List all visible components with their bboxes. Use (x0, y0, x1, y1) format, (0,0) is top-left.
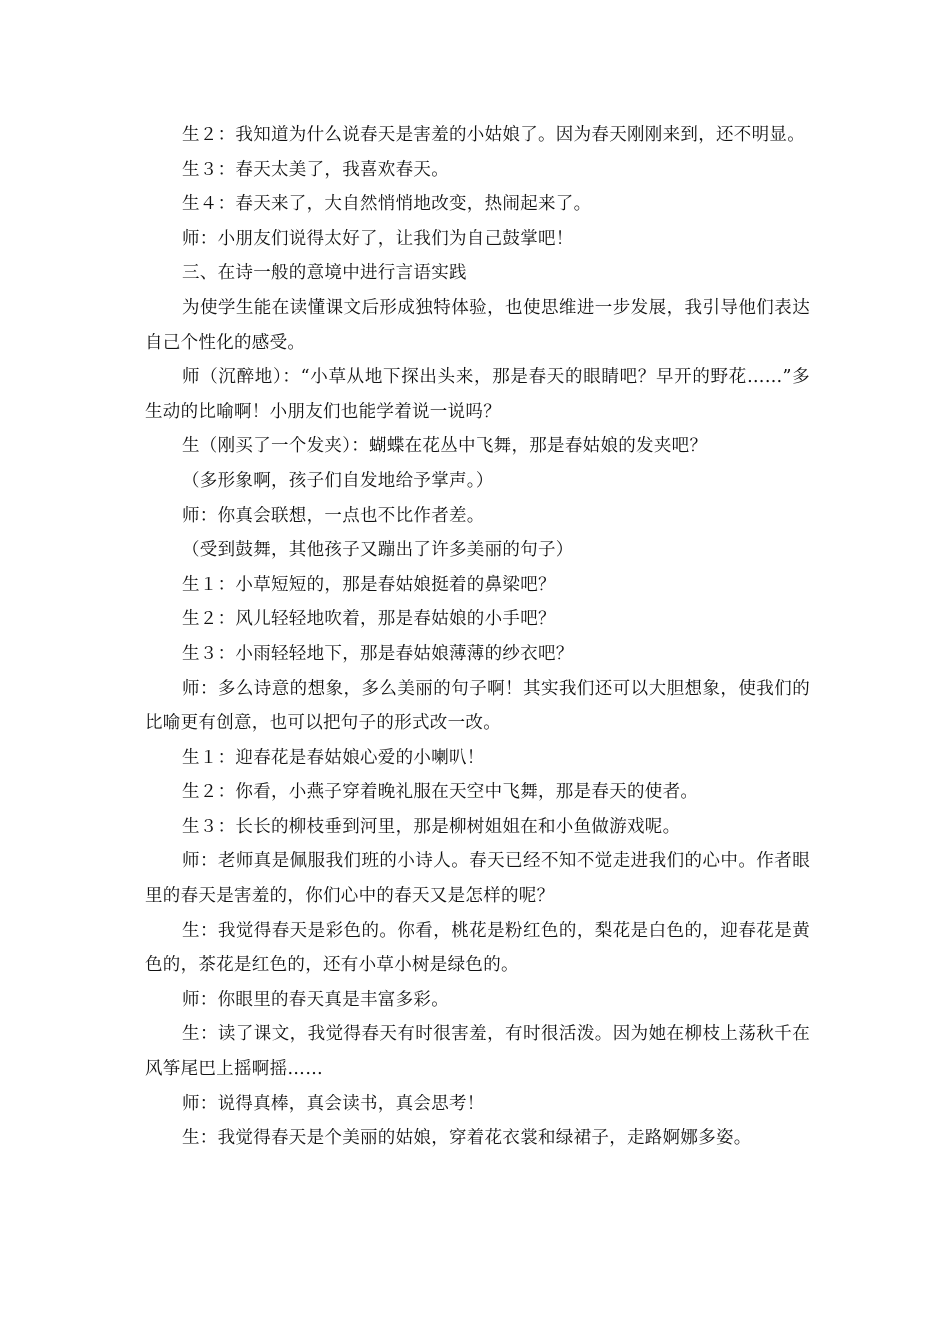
paragraph: 生（刚买了一个发夹）：蝴蝶在花丛中飞舞，那是春姑娘的发夹吧？ (182, 436, 708, 457)
paragraph: 师：说得真棒，真会读书，真会思考！ (182, 1093, 485, 1114)
paragraph: （多形象啊，孩子们自发地给予掌声。） (182, 470, 494, 491)
paragraph: 师：小朋友们说得太好了，让我们为自己鼓掌吧！ (182, 228, 574, 249)
paragraph: 师：你眼里的春天真是丰富多彩。 (182, 989, 449, 1010)
section-heading: 三、在诗一般的意境中进行言语实践 (182, 263, 467, 284)
paragraph: 师：多么诗意的想象，多么美丽的句子啊！其实我们还可以大胆想象，使我们的比喻更有创意，也可以把句子的形式改一改。 (145, 678, 810, 734)
paragraph: 生２：风儿轻轻地吹着，那是春姑娘的小手吧？ (182, 609, 556, 630)
paragraph: 师：老师真是佩服我们班的小诗人。春天已经不知不觉走进我们的心中。作者眼里的春天是害羞的，你们心中的春天又是怎样的呢？ (145, 851, 810, 907)
document-body (145, 118, 810, 1156)
paragraph: 生１：小草短短的，那是春姑娘挺着的鼻梁吧？ (182, 574, 556, 595)
paragraph: 生：我觉得春天是个美丽的姑娘，穿着花衣裳和绿裙子，走路婀娜多姿。 (182, 1128, 752, 1149)
paragraph: 生３：春天太美了，我喜欢春天。 (182, 159, 449, 180)
paragraph: 生４：春天来了，大自然悄悄地改变，热闹起来了。 (182, 194, 592, 215)
paragraph: （受到鼓舞，其他孩子又蹦出了许多美丽的句子） (182, 540, 574, 561)
paragraph: 生２：你看，小燕子穿着晚礼服在天空中飞舞，那是春天的使者。 (182, 782, 699, 803)
paragraph: 生２：我知道为什么说春天是害羞的小姑娘了。因为春天刚刚来到，还不明显。 (182, 125, 805, 145)
paragraph: 生：我觉得春天是彩色的。你看，桃花是粉红色的，梨花是白色的，迎春花是黄色的，茶花是红色的，还有小草小树是绿色的。 (145, 920, 810, 976)
paragraph: 师（沉醉地）：“小草从地下探出头来，那是春天的眼睛吧？早开的野花……”多生动的比喻啊！小朋友们也能学着说一说吗？ (145, 367, 810, 422)
paragraph: 生３：长长的柳枝垂到河里，那是柳树姐姐在和小鱼做游戏呢。 (182, 816, 681, 837)
paragraph: 生：读了课文，我觉得春天有时很害羞，有时很活泼。因为她在柳枝上荡秋千在风筝尾巴上摇啊摇…… (145, 1024, 810, 1080)
paragraph: 为使学生能在读懂课文后形成独特体验，也使思维进一步发展，我引导他们表达自己个性化的感受。 (145, 297, 810, 353)
paragraph: 生３：小雨轻轻地下，那是春姑娘薄薄的纱衣吧？ (182, 643, 574, 664)
paragraph: 生１：迎春花是春姑娘心爱的小喇叭！ (182, 747, 485, 768)
paragraph: 师：你真会联想，一点也不比作者差。 (182, 505, 485, 526)
